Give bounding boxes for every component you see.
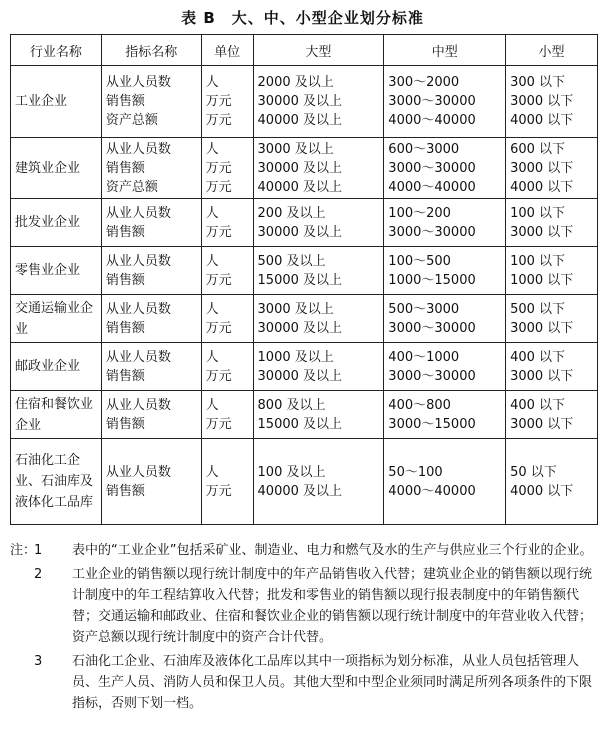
unit-cell-line: 人 [205, 141, 219, 157]
large-cell-line: 30000 及以上 [257, 368, 343, 384]
medium-cell-line: 400～1000 [388, 349, 460, 365]
unit-cell-line: 万元 [205, 272, 232, 288]
small-cell-line: 3000 以下 [510, 416, 574, 432]
indicator-cell [101, 295, 201, 343]
note-1 [10, 540, 600, 561]
small-cell [506, 199, 598, 247]
indicator-cell [101, 199, 201, 247]
small-cell-line: 3000 以下 [510, 160, 574, 176]
large-cell-line: 40000 及以上 [257, 179, 343, 195]
table-row [11, 247, 598, 295]
indicator-cell-line: 从业人员数 [105, 301, 171, 317]
medium-cell-line: 3000～30000 [388, 320, 476, 336]
industry-cell: 住宿和餐饮业企业 [11, 391, 102, 439]
small-cell [506, 138, 598, 199]
large-cell-line: 40000 及以上 [257, 483, 343, 499]
note-2 [10, 564, 600, 648]
indicator-cell-line: 销售额 [105, 224, 145, 240]
unit-cell [201, 391, 253, 439]
medium-cell-line: 50～100 [388, 464, 443, 480]
header-medium: 中型 [384, 35, 506, 66]
medium-cell-line: 100～500 [388, 253, 451, 269]
industry-cell: 交通运输业企业 [11, 295, 102, 343]
large-cell-line: 3000 及以上 [257, 301, 334, 317]
unit-cell [201, 138, 253, 199]
indicator-cell-line: 资产总额 [105, 113, 158, 128]
unit-cell [201, 295, 253, 343]
indicator-cell-line: 从业人员数 [105, 205, 171, 221]
medium-cell-line: 500～3000 [388, 301, 460, 317]
indicator-cell [101, 138, 201, 199]
medium-cell [384, 138, 506, 199]
medium-cell-line: 400～800 [388, 397, 451, 413]
small-cell-line: 3000 以下 [510, 320, 574, 336]
medium-cell [384, 439, 506, 525]
table-row [11, 66, 598, 138]
large-cell-line: 500 及以上 [257, 253, 326, 269]
unit-cell-line: 人 [205, 75, 219, 90]
header-unit: 单位 [201, 35, 253, 66]
indicator-cell-line: 销售额 [105, 94, 145, 109]
industry-cell: 石油化工企业、石油库及液体化工品库 [11, 439, 102, 525]
small-cell-line: 300 以下 [510, 75, 566, 90]
medium-cell-line: 600～3000 [388, 141, 460, 157]
small-cell-line: 100 以下 [510, 205, 566, 221]
unit-cell-line: 人 [205, 464, 219, 480]
medium-cell-line: 4000～40000 [388, 179, 476, 195]
medium-cell-line: 3000～30000 [388, 224, 476, 240]
unit-cell-line: 人 [205, 205, 219, 221]
indicator-cell-line: 销售额 [105, 416, 145, 432]
table-row [11, 343, 598, 391]
medium-cell [384, 295, 506, 343]
unit-cell [201, 199, 253, 247]
indicator-cell [101, 66, 201, 138]
table-row [11, 138, 598, 199]
industry-cell: 批发业企业 [11, 199, 102, 247]
indicator-cell [101, 439, 201, 525]
indicator-cell-line: 销售额 [105, 483, 145, 499]
unit-cell-line: 万元 [205, 320, 232, 336]
indicator-cell [101, 391, 201, 439]
note-number: 3 [34, 654, 43, 669]
table-row [11, 295, 598, 343]
medium-cell-line: 4000～40000 [388, 483, 476, 499]
large-cell [253, 295, 384, 343]
small-cell [506, 391, 598, 439]
large-cell-line: 40000 及以上 [257, 113, 343, 128]
indicator-cell-line: 从业人员数 [105, 253, 171, 269]
header-large: 大型 [253, 35, 384, 66]
large-cell-line: 30000 及以上 [257, 320, 343, 336]
indicator-cell [101, 343, 201, 391]
unit-cell-line: 万元 [205, 483, 232, 499]
unit-cell-line: 人 [205, 253, 219, 269]
note-number: 2 [34, 567, 43, 582]
indicator-cell-line: 从业人员数 [105, 141, 171, 157]
medium-cell [384, 199, 506, 247]
small-cell-line: 50 以下 [510, 464, 557, 480]
small-cell-line: 4000 以下 [510, 179, 574, 195]
large-cell-line: 15000 及以上 [257, 272, 343, 288]
medium-cell-line: 4000～40000 [388, 113, 476, 128]
industry-cell: 工业企业 [11, 66, 102, 138]
unit-cell-line: 万元 [205, 160, 232, 176]
note-text: 石油化工企业、石油库及液体化工品库以其中一项指标为划分标准，从业人员包括管理人员、生产人员、消防人员和保卫人员。其他大型和中型企业须同时满足所列各项条件的下限指标，否则下划一档。 [72, 654, 593, 711]
small-cell-line: 4000 以下 [510, 483, 574, 499]
header-industry: 行业名称 [11, 35, 102, 66]
header-row [11, 35, 598, 66]
indicator-cell-line: 销售额 [105, 272, 145, 288]
unit-cell-line: 人 [205, 349, 219, 365]
small-cell-line: 100 以下 [510, 253, 566, 269]
unit-cell-line: 万元 [205, 368, 232, 384]
unit-cell [201, 343, 253, 391]
medium-cell-line: 3000～30000 [388, 368, 476, 384]
table-row [11, 391, 598, 439]
large-cell-line: 30000 及以上 [257, 160, 343, 176]
indicator-cell-line: 资产总额 [105, 179, 158, 195]
table-title: 表 B 大、中、小型企业划分标准 [181, 9, 424, 27]
notes-section [10, 540, 600, 714]
large-cell-line: 200 及以上 [257, 205, 326, 221]
indicator-cell [101, 247, 201, 295]
small-cell-line: 3000 以下 [510, 94, 574, 109]
large-cell [253, 199, 384, 247]
large-cell-line: 800 及以上 [257, 397, 326, 413]
small-cell [506, 66, 598, 138]
small-cell-line: 3000 以下 [510, 224, 574, 240]
small-cell [506, 247, 598, 295]
medium-cell-line: 3000～30000 [388, 160, 476, 176]
unit-cell-line: 万元 [205, 113, 232, 128]
unit-cell-line: 人 [205, 397, 219, 413]
note-text: 工业企业的销售额以现行统计制度中的年产品销售收入代替；建筑业企业的销售额以现行统计制度中的年工程结算收入代替；批发和零售业的销售额以现行报表制度中的年销售额代替；交通运输和邮政业、住宿和餐饮业企业的销售额以现行统计制度中的年营业收入代替；资产总额以现行统计制度中的资产合计代替。 [72, 567, 593, 645]
small-cell-line: 400 以下 [510, 397, 566, 413]
note-number: 1 [34, 543, 43, 558]
industry-cell: 邮政业企业 [11, 343, 102, 391]
large-cell-line: 30000 及以上 [257, 94, 343, 109]
large-cell [253, 391, 384, 439]
unit-cell [201, 247, 253, 295]
small-cell-line: 4000 以下 [510, 113, 574, 128]
small-cell [506, 439, 598, 525]
medium-cell-line: 1000～15000 [388, 272, 476, 288]
small-cell [506, 295, 598, 343]
unit-cell-line: 万元 [205, 94, 232, 109]
table-row [11, 199, 598, 247]
small-cell-line: 500 以下 [510, 301, 566, 317]
notes-label: 注： [10, 543, 37, 558]
indicator-cell-line: 销售额 [105, 368, 145, 384]
medium-cell-line: 3000～30000 [388, 94, 476, 109]
large-cell [253, 66, 384, 138]
note-3 [10, 651, 600, 714]
large-cell [253, 138, 384, 199]
classification-table [10, 34, 598, 525]
indicator-cell-line: 从业人员数 [105, 75, 171, 90]
large-cell-line: 1000 及以上 [257, 349, 334, 365]
large-cell [253, 343, 384, 391]
large-cell-line: 30000 及以上 [257, 224, 343, 240]
unit-cell [201, 439, 253, 525]
table-body [11, 66, 598, 525]
note-text: 表中的“工业企业”包括采矿业、制造业、电力和燃气及水的生产与供应业三个行业的企业。 [72, 543, 593, 558]
table-row [11, 439, 598, 525]
unit-cell-line: 人 [205, 301, 219, 317]
medium-cell [384, 343, 506, 391]
indicator-cell-line: 销售额 [105, 320, 145, 336]
small-cell [506, 343, 598, 391]
medium-cell [384, 391, 506, 439]
large-cell [253, 247, 384, 295]
small-cell-line: 3000 以下 [510, 368, 574, 384]
small-cell-line: 1000 以下 [510, 272, 574, 288]
large-cell-line: 15000 及以上 [257, 416, 343, 432]
indicator-cell-line: 从业人员数 [105, 397, 171, 413]
small-cell-line: 600 以下 [510, 141, 566, 157]
medium-cell [384, 247, 506, 295]
medium-cell-line: 3000～15000 [388, 416, 476, 432]
medium-cell-line: 100～200 [388, 205, 451, 221]
unit-cell-line: 万元 [205, 179, 232, 195]
indicator-cell-line: 销售额 [105, 160, 145, 176]
industry-cell: 零售业企业 [11, 247, 102, 295]
medium-cell [384, 66, 506, 138]
large-cell [253, 439, 384, 525]
header-indicator: 指标名称 [101, 35, 201, 66]
medium-cell-line: 300～2000 [388, 75, 460, 90]
industry-cell: 建筑业企业 [11, 138, 102, 199]
unit-cell [201, 66, 253, 138]
indicator-cell-line: 从业人员数 [105, 349, 171, 365]
header-small: 小型 [506, 35, 598, 66]
unit-cell-line: 万元 [205, 224, 232, 240]
indicator-cell-line: 从业人员数 [105, 464, 171, 480]
small-cell-line: 400 以下 [510, 349, 566, 365]
large-cell-line: 3000 及以上 [257, 141, 334, 157]
large-cell-line: 100 及以上 [257, 464, 326, 480]
unit-cell-line: 万元 [205, 416, 232, 432]
large-cell-line: 2000 及以上 [257, 75, 334, 90]
